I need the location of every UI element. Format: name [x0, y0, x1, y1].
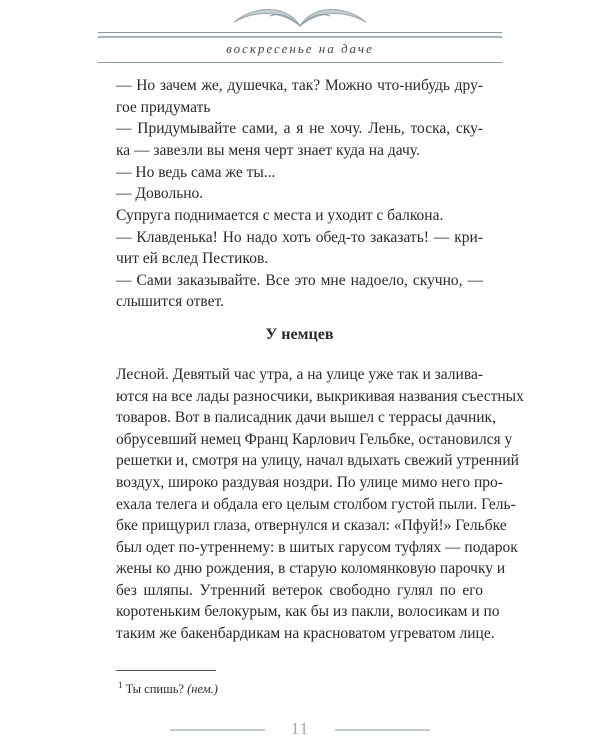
- text-line: слышится ответ.: [116, 293, 225, 310]
- text-line: — Сами заказывайте. Все это мне надоело, скучно, —: [116, 272, 483, 289]
- header-rule-bottom: [98, 62, 502, 63]
- text-line: товаров. Вот в палисадник дачи вышел с террасы дачник,: [116, 409, 496, 426]
- running-head: воскресенье на даче: [226, 41, 374, 56]
- text-line: Супруга поднимается с места и уходит с балкона.: [116, 207, 444, 224]
- text-line: — Придумывайте сами, а я не хочу. Лень, тоска, ску-: [116, 120, 483, 137]
- text-line: бке прищурил глаза, отвернулся и сказал: «Пфуй!» Гельбке: [116, 517, 507, 534]
- text-line: — Клавденька! Но надо хоть обед-то заказать! — кри-: [116, 229, 483, 246]
- footnote-lang: (нем.): [187, 682, 218, 696]
- header-rule-double: [98, 36, 502, 38]
- footnote: [118, 680, 218, 698]
- text-line: ются на все лады разносчики, выкрикивая названия съестных: [116, 388, 524, 405]
- text-line: ехала телега и обдала его целым столбом густой пыли. Гель-: [116, 496, 516, 513]
- footnote-rule: [116, 670, 216, 671]
- text-line: — Довольно.: [116, 185, 204, 202]
- text-line: — Но зачем же, душечка, так? Можно что-нибудь дру-: [116, 77, 483, 94]
- page-number: 11: [290, 719, 310, 738]
- text-line: коротеньким белокурым, как бы из пакли, волосикам и по: [116, 603, 500, 620]
- text-line: ка — завезли вы меня черт знает куда на дачу.: [116, 142, 420, 159]
- footnote-text: Ты спишь?: [122, 682, 188, 696]
- text-line: воздух, широко раздувая ноздри. По улице мимо него про-: [116, 474, 503, 491]
- text-line: — Но ведь сама же ты...: [116, 164, 276, 181]
- section-title: У немцев: [265, 326, 334, 343]
- text-line: гое придумать: [116, 99, 211, 116]
- text-line: чит ей вслед Пестиков.: [116, 250, 269, 267]
- text-line: был одет по-утреннему: в шитых гарусом туфлях — подарок: [116, 539, 518, 556]
- header-rule-top: [98, 32, 502, 33]
- header-ornament: [230, 0, 370, 30]
- text-line: решетки и, смотря на улицу, начал вдыхать свежий утренний: [116, 452, 519, 469]
- text-line: без шляпы. Утренний ветерок свободно гулял по его: [116, 582, 483, 599]
- text-line: Лесной. Девятый час утра, а на улице уже так и залива-: [116, 366, 483, 383]
- text-line: таким же бакенбардикам на красноватом угреватом лице.: [116, 625, 495, 642]
- text-line: жены ко дню рождения, в старую коломянковую парочку и: [116, 560, 506, 577]
- footnote-mark: 1: [118, 679, 123, 690]
- text-line: обрусевший немец Франц Карлович Гельбке, остановился у: [116, 431, 513, 448]
